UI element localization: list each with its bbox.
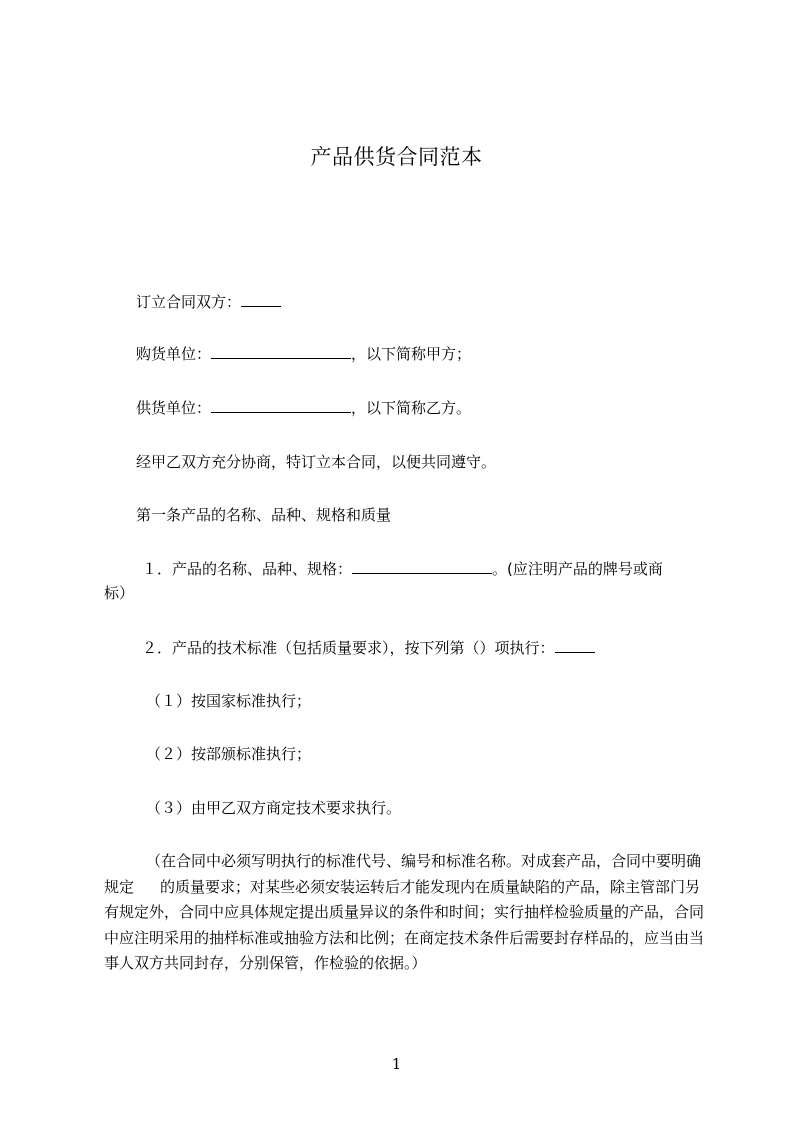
seller-blank [211,397,351,413]
item1-label: １．产品的名称、品种、规格： [142,560,353,578]
page-number: 1 [391,1055,402,1073]
option-1: （１）按国家标准执行； [146,692,312,710]
intro-line: 经甲乙双方充分协商，特订立本合同，以便共同遵守。 [136,453,497,471]
item1-line [142,557,742,581]
option-3: （３）由甲乙双方商定技术要求执行。 [146,799,402,817]
item2-line [142,636,742,660]
option-2: （２）按部颁标准执行； [146,745,312,763]
quality-note-part2: 的质量要求；对某些必须安装运转后才能发现内在质量缺陷的产品，除主管部门另有规定外，合同中应具体规定提出质量异议的条件和时间；实行抽样检验质量的产品，合同中应注明采用的抽样标准或抽验方法和比例；在商定技术条件后需要封存样品的，应当由当事人双方共同封存，分别保管，作检验的依据。） [104,877,705,972]
seller-suffix: ，以下简称乙方。 [351,399,472,417]
buyer-line [136,342,736,366]
buyer-label: 购货单位： [136,345,212,363]
seller-label: 供货单位： [136,399,212,417]
parties-blank [241,291,281,307]
buyer-suffix: ，以下简称甲方； [351,345,472,363]
quality-note [104,849,708,977]
quality-note-part1: （在合同中必须写明执行的标准代号、编号和标准名称。对成套产品，合同中要明确规定 [104,852,702,896]
item1-blank [352,558,492,574]
seller-line [136,396,736,420]
item1-suffix: 。(应注明产品的牌号或商 [492,560,663,578]
parties-label: 订立合同双方： [136,293,242,311]
buyer-blank [211,343,351,359]
item1-wrap: 标） [104,584,135,602]
parties-line [136,290,736,314]
item2-label: ２．产品的技术标准（包括质量要求），按下列第（）项执行： [142,639,555,657]
item2-blank [555,637,595,653]
document-title: 产品供货合同范本 [310,145,483,169]
article1-heading: 第一条产品的名称、品种、规格和质量 [136,506,392,524]
